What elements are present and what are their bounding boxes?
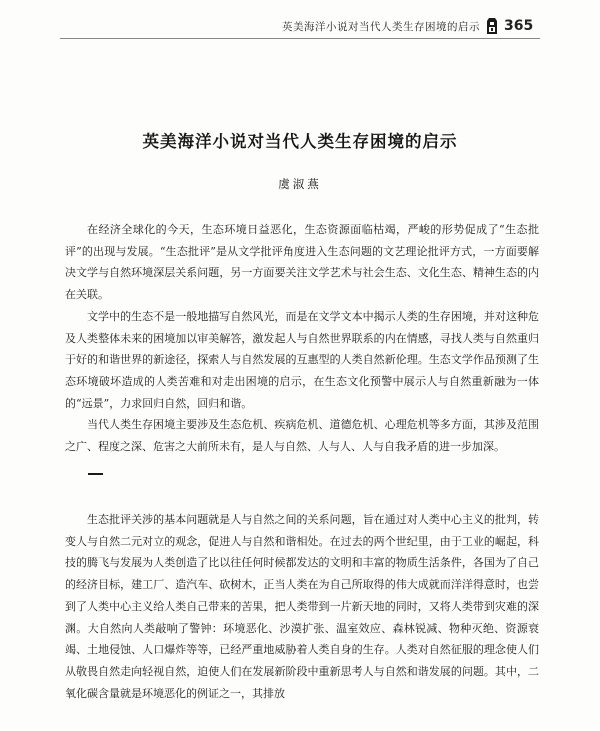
running-header xyxy=(282,15,533,37)
intro-body xyxy=(65,219,539,459)
paragraph-1: 在经济全球化的今天，生态环境日益恶化，生态资源面临枯竭，严峻的形势促成了“生态批评”的出现与发展。“生态批评”是从文学批评角度进入生态问题的文艺理论批评方式，一方面要解决文学与自然环境深层关系问题，另一方面要关注文学艺术与社会生态、文化生态、精神生态的内在关联。 xyxy=(65,223,539,302)
section-one-body xyxy=(65,509,539,729)
author-name: 虞淑燕 xyxy=(278,177,322,191)
section-number-one xyxy=(88,473,103,475)
header-rule xyxy=(60,38,540,39)
paragraph-4: 生态批评关涉的基本问题就是人与自然之间的关系问题，旨在通过对人类中心主义的批判，转变人与自然二元对立的观念，促进人与自然和谐相处。在过去的两个世纪里，由于工业的崛起，科技的腾飞与发展为人类创造了比以往任何时候都发达的文明和丰富的物质生活条件，各国为了自己的经济目标，建工厂、造汽车、砍树木，正当人类在为自己所取得的伟大成就而洋洋得意时，也尝到了人类中心主义给人类自己带来的苦果，把人类带到一片新天地的同时，又将人类带到灾难的深渊。大自然向人类敲响了警钟：环境恶化、沙漠扩张、温室效应、森林锐减、物种灭绝、资源衰竭、土地侵蚀、人口爆炸等等，已经严重地威胁着人类自身的生存。人类对自然征服的理念使人们从敬畏自然走向轻视自然，迫使人们在发展新阶段中重新思考人与自然和谐发展的问题。其中，二氧化碳含量就是环境恶化的例证之一，其排放 xyxy=(65,513,539,700)
page-number: 365 xyxy=(504,18,534,34)
publisher-mark-icon xyxy=(486,17,498,35)
paragraph-3: 当代人类生存困境主要涉及生态危机、疾病危机、道德危机、心理危机等多方面，其涉及范围之广、程度之深、危害之大前所未有，是人与自然、人与人、人与自我矛盾的进一步加深。 xyxy=(65,418,539,454)
paragraph-2: 文学中的生态不是一般地描写自然风光，而是在文学文本中揭示人类的生存困境，并对这种危及人类整体未来的困境加以审美解答，激发起人与自然世界联系的内在情感，寻找人类与自然重归于好的和谐世界的新途径，探索人与自然发展的互惠型的人类自然新伦理。生态文学作品预测了生态环境破坏造成的人类苦难和对走出困境的启示，在生态文化预警中展示人与自然重新融为一体的“远景”，力求回归自然，回归和谐。 xyxy=(65,309,539,410)
article-title: 英美海洋小说对当代人类生存困境的启示 xyxy=(142,132,458,151)
running-header-title: 英美海洋小说对当代人类生存困境的启示 xyxy=(282,20,480,33)
